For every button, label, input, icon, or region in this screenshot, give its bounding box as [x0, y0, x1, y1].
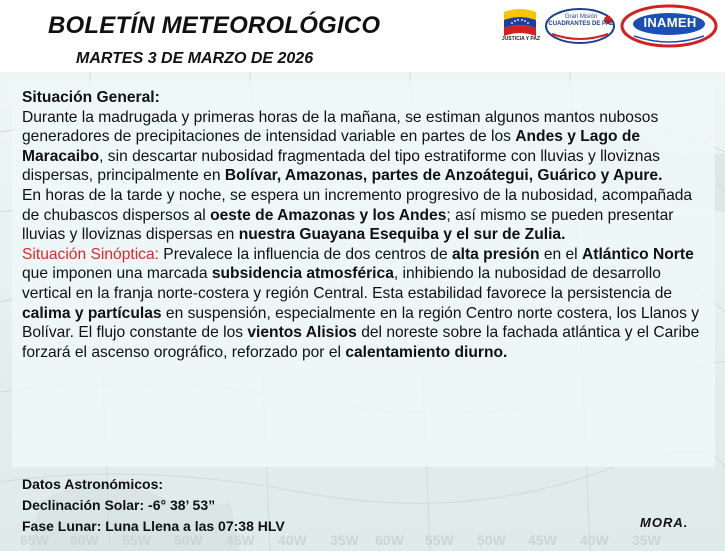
- bulletin-title: BOLETÍN METEOROLÓGICO: [48, 12, 381, 39]
- longitude-label: 45W: [226, 532, 255, 548]
- general-paragraph-2: [22, 186, 702, 245]
- text-run: que imponen una marcada: [22, 265, 212, 283]
- inameh-wordmark: INAMEH: [643, 15, 697, 30]
- bold-run: nuestra Guayana Esequiba y el sur de Zulia.: [238, 226, 566, 244]
- general-heading: Situación General:: [22, 89, 160, 106]
- text-run: ; así mismo se pueden presentar lluvias y lloviznas dispersas en: [22, 206, 674, 244]
- longitude-label: 50W: [174, 532, 203, 548]
- bold-run: Atlántico Norte: [581, 245, 694, 263]
- text-run: En horas de la tarde y noche, se espera un incremento progresivo de la nubosidad, acompañada de chubascos dispersos al: [22, 186, 693, 224]
- text-run: en el: [539, 245, 582, 263]
- solar-declination: Declinación Solar: -6° 38’ 53”: [22, 497, 216, 513]
- gran-mision-text: [548, 14, 614, 28]
- text-run: Durante la madrugada y primeras horas de la mañana, se estiman algunos mantos nubosos generadores de precipitaciones de intensidad variable en partes de los: [22, 108, 659, 146]
- text-run: del noreste sobre la fachada atlántica y el Caribe forzará el ascenso orográfico, reforzado por el: [22, 324, 700, 361]
- longitude-label: 40W: [278, 532, 307, 548]
- flag-caption: JUSTICIA Y PAZ: [501, 36, 541, 42]
- bold-run: calima y partículas: [22, 304, 162, 322]
- longitude-label: 65W: [20, 532, 49, 548]
- text-run: en suspensión, especialmente en la región Centro norte costera, los Llanos y Bolívar. El flujo constante de los: [22, 304, 699, 342]
- astronomical-data: [22, 474, 285, 537]
- bold-run: alta presión: [451, 245, 540, 263]
- text-run: , inhibiendo la nubosidad de desarrollo vertical en la franja norte-costera y región Central. Esta estabilidad favorece la persistencia de: [22, 265, 673, 302]
- longitude-label: 45W: [528, 532, 557, 548]
- gmgp-line1: Gran Misión: [564, 14, 598, 20]
- bulletin-body: [22, 88, 702, 362]
- bold-run: subsidencia atmosférica: [211, 265, 394, 283]
- synoptic-heading: Situación Sinóptica:: [22, 245, 159, 263]
- logos: [498, 2, 720, 52]
- gmgp-line2: CUADRANTES DE PAZ: [548, 21, 614, 27]
- longitude-label: 50W: [477, 532, 506, 548]
- longitude-label: 60W: [375, 532, 404, 548]
- bulletin-date: MARTES 3 DE MARZO DE 2026: [76, 50, 314, 67]
- astro-heading: Datos Astronómicos:: [22, 476, 164, 492]
- bold-run: Bolívar, Amazonas, partes de Anzoátegui, Guárico y Apure.: [224, 167, 663, 185]
- longitude-label: 55W: [122, 532, 151, 548]
- bold-run: Andes y Lago de Maracaibo: [22, 128, 641, 165]
- text-run: , sin descartar nubosidad fragmentada del tipo estratiforme con lluvias y lloviznas dispersas, principalmente en: [22, 147, 660, 185]
- longitude-label: 35W: [632, 532, 661, 548]
- bold-run: vientos Alisios: [247, 324, 357, 342]
- text-run: Prevalece la influencia de dos centros de: [158, 245, 452, 263]
- general-paragraph-1: [22, 108, 702, 186]
- bold-run: oeste de Amazonas y los Andes: [210, 206, 447, 224]
- longitude-label: 60W: [70, 532, 99, 548]
- longitude-label: 55W: [425, 532, 454, 548]
- synoptic-paragraph: [22, 245, 702, 363]
- author-signature: MORA.: [640, 515, 689, 530]
- longitude-label: 40W: [580, 532, 609, 548]
- longitude-label: 35W: [330, 532, 359, 548]
- bold-run: calentamiento diurno.: [345, 343, 508, 361]
- lunar-phase: Fase Lunar: Luna Llena a las 07:38 HLV: [22, 518, 285, 534]
